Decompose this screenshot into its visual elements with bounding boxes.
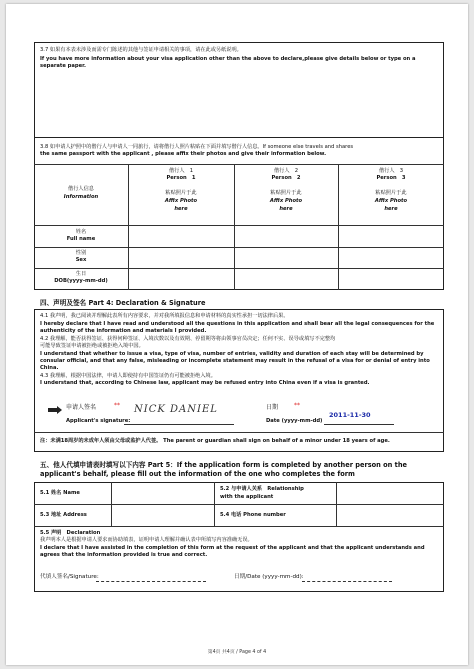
part5-row2	[34, 526, 444, 527]
part5-row1	[34, 504, 444, 505]
s38-line2: the same passport with the applicant , please affix their photos and give their information below.	[40, 151, 327, 157]
p41-en1: I hereby declare that I have read and understood all the questions in this application and shall bear all the legal consequences for the	[40, 321, 435, 327]
row-dob-en: DOB(yyyy-mm-dd)	[54, 278, 108, 284]
row-name-en: Full name	[66, 236, 96, 242]
p42-cn2: 可能导致签证申请被拒绝或被拒绝入境中国。	[40, 343, 144, 349]
sign-arrow-icon	[48, 408, 58, 412]
p42-cn1: 4.2 我理解，能否获得签证、获得何种签证、入境次数以及有效期、停留期等将由领事官员决定；任何不实、误导或填写不完整均	[40, 336, 336, 342]
s38-col2	[234, 164, 235, 290]
agent-date-line[interactable]	[302, 581, 392, 582]
person-3-affix-en2: here	[384, 206, 398, 212]
person-3-affix-cn: 粘贴照片于此	[375, 190, 407, 196]
s37-line1: 3.7 如果有本表未涉及而需专门陈述的其他与签证申请相关的事项，请在此或另纸说明。	[40, 47, 242, 53]
date-required-star: **	[294, 402, 300, 409]
s37-line2: If you have more information about your visa application other than the above to declare,please give details below or type on a	[40, 56, 416, 62]
p42-en2: consular official, and that any false, misleading or incomplete statement may result in the refusal of a visa for or denial of entry into	[40, 358, 430, 364]
row-sex-cn: 性别	[75, 250, 87, 256]
row-sex-en: Sex	[75, 257, 87, 263]
person-1-cn: 偕行人 1	[168, 168, 194, 174]
agent-decl-cn: 我声明本人是根据申请人要求而协助填表，证明申请人理解并确认表中所填写内容准确无误。	[40, 537, 253, 543]
p41-cn: 4.1 我声明，我已阅读并理解此表所有内容要求，并对我所填报信息和申请材料的真实性承担一切法律后果。	[40, 313, 289, 319]
agent-phone-label: 5.4 电话 Phone number	[220, 512, 286, 518]
s38-row-b	[34, 247, 444, 248]
p43-en: I understand that, according to Chinese law, applicant may be refused entry into China even if a visa is granted.	[40, 380, 370, 386]
person-2-cn: 偕行人 2	[273, 168, 299, 174]
person-3-en: Person 3	[376, 175, 406, 181]
agent-date-label: 日期/Date (yyyy-mm-dd):	[234, 574, 304, 580]
date-label-en: Date (yyyy-mm-dd)	[266, 418, 323, 424]
person-3-cn: 偕行人 3	[378, 168, 404, 174]
part4-title: 四、声明及签名 Part 4: Declaration & Signature	[40, 299, 206, 307]
agent-sig-label: 代填人签名/Signature:	[40, 574, 99, 580]
p42-en1: I understand that whether to issue a visa, type of visa, number of entries, validity and duration of each stay will be determined by	[40, 351, 424, 357]
companion-info-cn: 偕行人信息	[68, 186, 94, 192]
s38-col1	[128, 164, 129, 290]
part5-title1: 五、他人代填申请表时填写以下内容 Part 5：If the application form is completed by another person on the	[40, 461, 407, 469]
sig-required-star: **	[114, 402, 120, 409]
page-footer: 第4页 共4页 / Page 4 of 4	[207, 650, 267, 655]
person-1-affix-cn: 粘贴照片于此	[165, 190, 197, 196]
s38-row-a	[34, 225, 444, 226]
sig-line	[124, 424, 234, 425]
s37-line3: separate paper.	[40, 63, 86, 69]
part5-title2: applicant's behalf, please fill out the information of the one who completes the form	[40, 470, 355, 478]
minor-note: 注：未满18周岁的未成年人须由父母或监护人代签。 The parent or guardian shall sign on behalf of a minor under 18 years of age.	[40, 438, 390, 444]
note-divider	[34, 432, 444, 433]
companion-info-en: Information	[63, 194, 99, 200]
p41-en2: authenticity of the information and materials I provided.	[40, 328, 207, 334]
s38-line1: 3.8 如申请人护照中的偕行人与申请人一同旅行，请将偕行人照片粘贴在下面并填写偕行人信息。If someone else travels and shares	[40, 144, 354, 150]
person-2-affix-en1: Affix Photo	[269, 198, 303, 204]
agent-name-label: 5.1 姓名 Name	[40, 490, 80, 496]
sig-label-en: Applicant's signature:	[66, 418, 131, 424]
form-page	[6, 4, 468, 665]
row-name-cn: 姓名	[75, 229, 87, 235]
person-2-en: Person 2	[271, 175, 301, 181]
agent-rel-label1: 5.2 与申请人关系 Relationship	[220, 486, 304, 492]
person-3-affix-en1: Affix Photo	[374, 198, 408, 204]
agent-addr-label: 5.3 地址 Address	[40, 512, 87, 518]
applicant-signature[interactable]: NICK DANIEL	[134, 404, 218, 415]
signature-date[interactable]: 2011-11-30	[329, 411, 371, 419]
person-1-affix-en1: Affix Photo	[164, 198, 198, 204]
sig-label-cn: 申请人签名	[66, 404, 97, 411]
person-2-affix-en2: here	[279, 206, 293, 212]
agent-decl-en2: agrees that the information provided is true and correct.	[40, 552, 208, 558]
agent-sig-line[interactable]	[96, 581, 206, 582]
s38-row-c	[34, 268, 444, 269]
p43-cn: 4.3 我理解，根据中国法律，申请人即使持有中国签证仍有可能被拒绝入境。	[40, 373, 216, 379]
s38-col3	[338, 164, 339, 290]
person-1-en: Person 1	[166, 175, 196, 181]
date-label-cn: 日期	[266, 404, 279, 411]
agent-decl-en1: I declare that I have assisted in the completion of this form at the request of the applicant and that the applicant understands and	[40, 545, 425, 551]
row-dob-cn: 生日	[75, 271, 87, 277]
person-1-affix-en2: here	[174, 206, 188, 212]
s38-table-top	[34, 164, 444, 165]
date-line	[324, 424, 394, 425]
agent-decl-title: 5.5 声明 Declaration	[40, 530, 101, 536]
person-2-affix-cn: 粘贴照片于此	[270, 190, 302, 196]
agent-rel-label2: with the applicant	[220, 494, 274, 500]
p42-en3: China.	[40, 365, 59, 371]
